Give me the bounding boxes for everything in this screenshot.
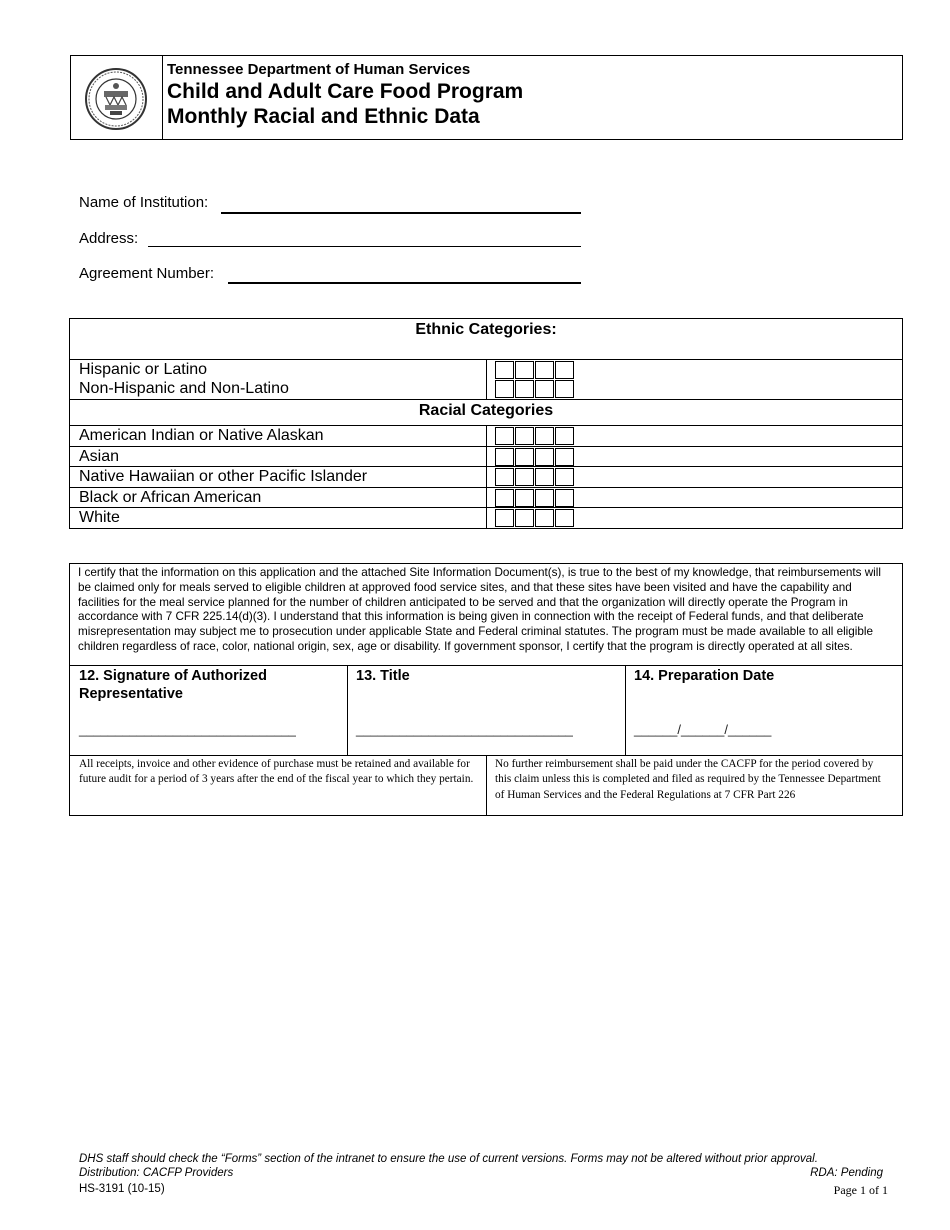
institution-input[interactable] xyxy=(221,198,581,214)
certification-block xyxy=(69,563,903,816)
agency-name: Tennessee Department of Human Services xyxy=(167,61,471,78)
signature-label: 12. Signature of Authorized Representative xyxy=(79,668,267,702)
ethnic-item-non-hispanic: Non-Hispanic and Non-Latino xyxy=(79,380,289,397)
page-number: Page 1 of 1 xyxy=(833,1183,888,1197)
title-label: 13. Title xyxy=(356,668,410,684)
title-line[interactable]: ______________________________ xyxy=(356,722,573,737)
seal-cell xyxy=(71,56,163,139)
american-indian-count-boxes[interactable] xyxy=(495,427,575,445)
form-subtitle: Monthly Racial and Ethnic Data xyxy=(167,105,480,128)
racial-item-pacific-islander: Native Hawaiian or other Pacific Islander xyxy=(79,468,368,485)
categories-table xyxy=(69,318,903,529)
racial-heading: Racial Categories xyxy=(418,402,554,419)
address-label: Address: xyxy=(79,230,139,247)
form-header xyxy=(70,55,903,140)
reimbursement-note: No further reimbursement shall be paid under the CACFP for the period covered by this claim unless this is completed and filed as required by the Tennessee Department of Human Services and the Federal Regulations at 7 CFR Part 226 xyxy=(495,758,881,801)
ethnic-heading: Ethnic Categories: xyxy=(415,321,557,338)
rda-status: RDA: Pending xyxy=(810,1167,883,1179)
form-title: Child and Adult Care Food Program xyxy=(167,80,524,103)
preparation-date-line[interactable]: ______/______/______ xyxy=(634,722,772,737)
racial-item-american-indian: American Indian or Native Alaskan xyxy=(79,427,324,444)
state-seal-icon xyxy=(84,67,148,131)
distribution: Distribution: CACFP Providers xyxy=(79,1167,234,1179)
preparation-date-label: 14. Preparation Date xyxy=(634,668,775,684)
agreement-input[interactable] xyxy=(228,269,581,284)
hispanic-count-boxes[interactable] xyxy=(495,361,575,379)
pacific-islander-count-boxes[interactable] xyxy=(495,468,575,486)
non-hispanic-count-boxes[interactable] xyxy=(495,380,575,398)
racial-item-asian: Asian xyxy=(79,448,120,465)
certification-text: I certify that the information on this application and the attached Site Information Document(s), is true to the best of my knowledge, that reimbursements will be claimed only for meals served to eligible children at approved food service sites, and that these sites have been visited and have the capability and facilities for the meal service planned for the number of children anticipated to be served and that the organization will directly operate the Program in accordance with 7 CFR 225.14(d)(3). I understand that this information is being given in connection with the receipt of Federal funds, and that deliberate misrepresentation may subject me to prosecution under applicable State and Federal criminal statutes. The program must be made available to all eligible children regardless of race, color, national origin, sex, age or disability. If government sponsor, I certify that the program is directly operated at all sites. xyxy=(78,566,881,653)
institution-label: Name of Institution: xyxy=(79,194,209,211)
asian-count-boxes[interactable] xyxy=(495,448,575,466)
signature-line[interactable]: ______________________________ xyxy=(79,722,296,737)
records-retention-note: All receipts, invoice and other evidence of purchase must be retained and available for future audit for a period of 3 years after the end of the fiscal year to which they pertain. xyxy=(79,758,474,786)
racial-item-white: White xyxy=(79,509,120,526)
address-input[interactable] xyxy=(148,233,581,247)
agreement-label: Agreement Number: xyxy=(79,265,215,282)
racial-item-black: Black or African American xyxy=(79,489,262,506)
ethnic-item-hispanic: Hispanic or Latino xyxy=(79,361,208,378)
form-number: HS-3191 (10-15) xyxy=(79,1183,165,1195)
white-count-boxes[interactable] xyxy=(495,509,575,527)
staff-note: DHS staff should check the “Forms” section of the intranet to ensure the use of current versions. Forms may not be altered without prior approval. xyxy=(79,1153,818,1165)
black-count-boxes[interactable] xyxy=(495,489,575,507)
